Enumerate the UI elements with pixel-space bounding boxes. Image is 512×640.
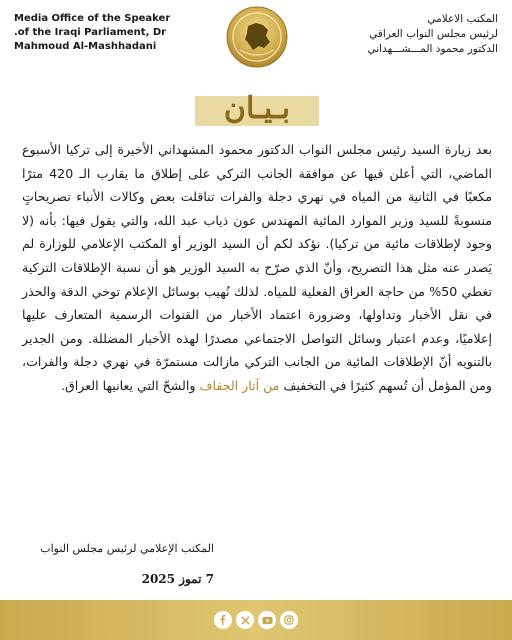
header-english bbox=[14, 12, 174, 54]
header-en-line-1: Media Office of the Speaker bbox=[14, 13, 171, 24]
header-arabic bbox=[328, 12, 498, 57]
statement-body bbox=[22, 138, 492, 398]
youtube-icon[interactable] bbox=[258, 611, 276, 629]
header-en-line-2: .of the Iraqi Parliament, Dr bbox=[14, 27, 167, 38]
parliament-emblem-icon bbox=[226, 6, 288, 68]
signature-date: 7 تموز 2025 bbox=[141, 572, 214, 586]
body-part-2: والشحّ التي يعانيها العراق. bbox=[61, 377, 200, 393]
signature-block bbox=[14, 540, 214, 588]
header-ar-line-3: الدكتور محمود المـــشـــهداني bbox=[367, 43, 498, 55]
header-ar-line-2: لرئيس مجلس النواب العراقي bbox=[369, 28, 498, 40]
body-part-1: بعد زيارة السيد رئيس مجلس النواب الدكتور محمود المشهداني الأخيرة إلى تركيا الأسبوع الماضي، التي أعلن فيها عن موافقة الجانب التركي على إطلاق ما يقارب الـ 420 مترًا مكعبًا في الثانية من المياه في نهري دجلة والفرات تناقلت بعض وكالات الأنباء تصريحاتٍ منسوبةً للسيد وزير الموارد المائية المهندس عون ذياب عبد الله، والتي يقول فيها: بأنه (لا وجود لإطلاقات مائية من تركيا). نؤكد لكم أن السيد الوزير أو المكتب الإعلامي للوزارة لم يَصدر عنه مثل هذا التصريح، وأنّ الذي صرّح به السيد الوزير هو أن نسبة الإطلاقات التركية تغطي 50% من حاجة العراق الفعلية للمياه. لذلك نُهيب بوسائل الإعلام توخي الدقة والحذر في نقل الأخبار وتداولها، وضرورة اعتماد الأخبار من القنوات الرسمية المتعارف عليها إعلاميًا، وعدم اعتبار وسائل التواصل الاجتماعي مصدرًا لهذه الأخبار المضللة. ومن الجدير بالتنويه أنّ الإطلاقات المائية من الجانب التركي مازالت مستمرّة في نهري دجلة والفرات، ومن المؤمل أن تُسهم كثيرًا في التخفيف bbox=[22, 142, 493, 393]
body-highlight: من آثار الجفاف bbox=[199, 377, 280, 393]
x-icon[interactable] bbox=[236, 611, 254, 629]
signature-office: المكتب الإعلامي لرئيس مجلس النواب bbox=[40, 542, 214, 555]
title-text: بـيـان bbox=[223, 91, 291, 126]
header-en-line-3: Mahmoud Al-Mashhadani bbox=[14, 41, 157, 52]
facebook-icon[interactable] bbox=[214, 611, 232, 629]
instagram-icon[interactable] bbox=[280, 611, 298, 629]
statement-title bbox=[195, 88, 319, 132]
footer-bar bbox=[0, 600, 512, 640]
header-ar-line-1: المكتب الاعلامي bbox=[427, 13, 498, 25]
